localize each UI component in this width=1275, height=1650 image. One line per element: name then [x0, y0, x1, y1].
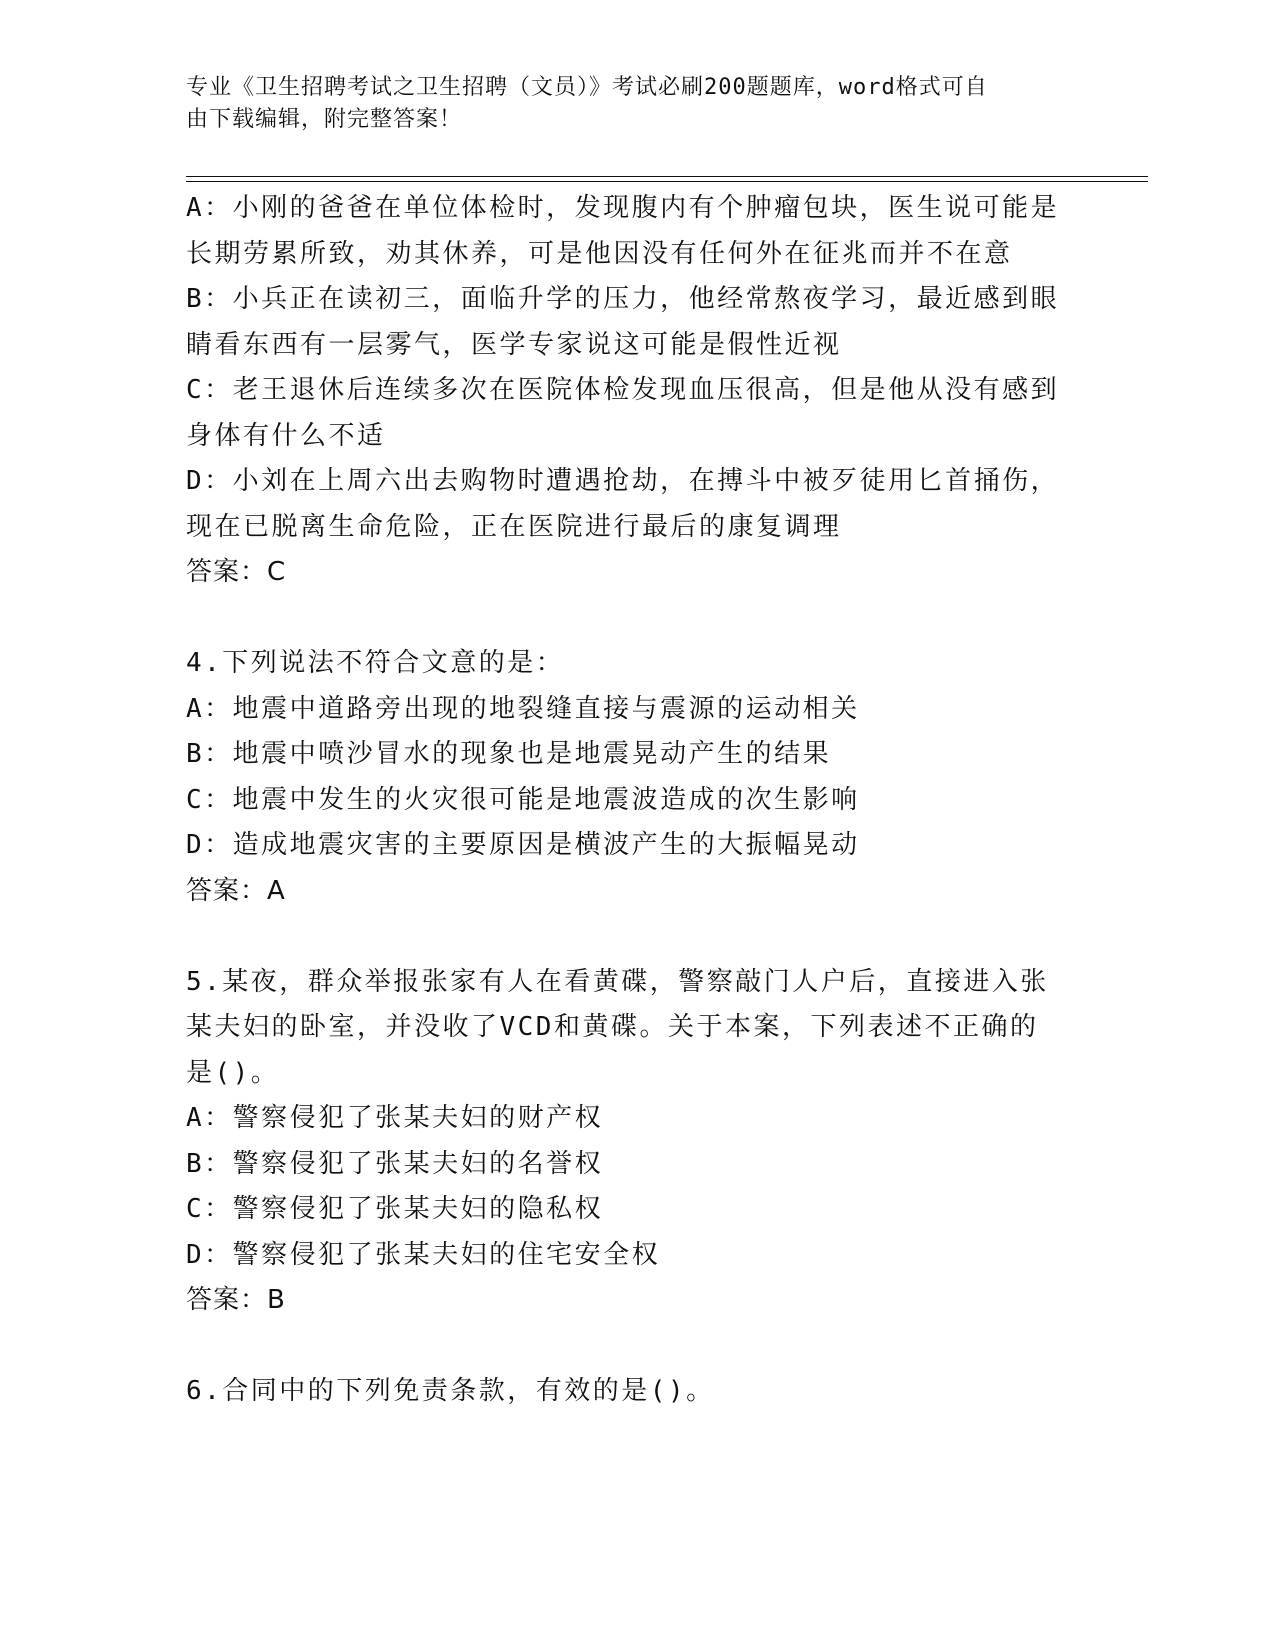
header-divider-top	[186, 176, 1148, 177]
q6-question: 6.合同中的下列免责条款，有效的是()。	[186, 1376, 715, 1406]
question-5-block	[186, 960, 1066, 1324]
spacer	[186, 596, 1066, 642]
q3-answer: 答案：C	[186, 557, 287, 587]
question-4-block	[186, 641, 1066, 914]
q5-question-line-3: 是()。	[186, 1057, 280, 1088]
q3-option-a-line-1: A：小刚的爸爸在单位体检时，发现腹内有个肿瘤包块，医生说可能是	[186, 193, 1060, 223]
q5-option-d: D：警察侵犯了张某夫妇的住宅安全权	[186, 1239, 661, 1270]
q3-option-d-line-1: D：小刘在上周六出去购物时遭遇抢劫，在搏斗中被歹徒用匕首捅伤，	[186, 466, 1060, 496]
q3-option-d-line-2: 现在已脱离生命危险，正在医院进行最后的康复调理	[186, 511, 842, 542]
spacer	[186, 914, 1066, 960]
header-title-line-1: 专业《卫生招聘考试之卫生招聘（文员）》考试必刷200题题库，word格式可自	[186, 75, 988, 100]
document-header	[186, 72, 1066, 136]
q5-option-a: A：警察侵犯了张某夫妇的财产权	[186, 1103, 604, 1133]
q3-option-b-line-1: B：小兵正在读初三，面临升学的压力，他经常熬夜学习，最近感到眼	[186, 284, 1060, 314]
q5-answer: 答案：B	[186, 1285, 286, 1315]
q3-option-c-line-2: 身体有什么不适	[186, 420, 386, 451]
header-title-line-2: 由下载编辑，附完整答案！	[186, 107, 463, 132]
q5-option-b: B：警察侵犯了张某夫妇的名誉权	[186, 1148, 604, 1179]
q4-question: 4.下列说法不符合文意的是：	[186, 648, 565, 678]
q3-option-c-line-1: C：老王退休后连续多次在医院体检发现血压很高，但是他从没有感到	[186, 375, 1060, 405]
q4-option-d: D：造成地震灾害的主要原因是横波产生的大振幅晃动	[186, 830, 860, 860]
header-divider-bottom	[186, 181, 1148, 182]
spacer	[186, 1324, 1066, 1370]
question-list	[186, 186, 1066, 1415]
q4-answer: 答案：A	[186, 875, 286, 906]
q5-option-c: C：警察侵犯了张某夫妇的隐私权	[186, 1194, 604, 1224]
q4-option-c: C：地震中发生的火灾很可能是地震波造成的次生影响	[186, 784, 860, 815]
q5-question-line-2: 某夫妇的卧室，并没收了VCD和黄碟。关于本案，下列表述不正确的	[186, 1012, 1039, 1042]
question-3-block	[186, 186, 1066, 596]
q5-question-line-1: 5.某夜，群众举报张家有人在看黄碟，警察敲门人户后，直接进入张	[186, 966, 1049, 997]
q4-option-b: B：地震中喷沙冒水的现象也是地震晃动产生的结果	[186, 739, 832, 769]
q3-option-a-line-2: 长期劳累所致，劝其休养，可是他因没有任何外在征兆而并不在意	[186, 238, 1013, 269]
question-6-block	[186, 1369, 1066, 1415]
q3-option-b-line-2: 睛看东西有一层雾气，医学专家说这可能是假性近视	[186, 329, 842, 360]
q4-option-a: A：地震中道路旁出现的地裂缝直接与震源的运动相关	[186, 693, 860, 724]
